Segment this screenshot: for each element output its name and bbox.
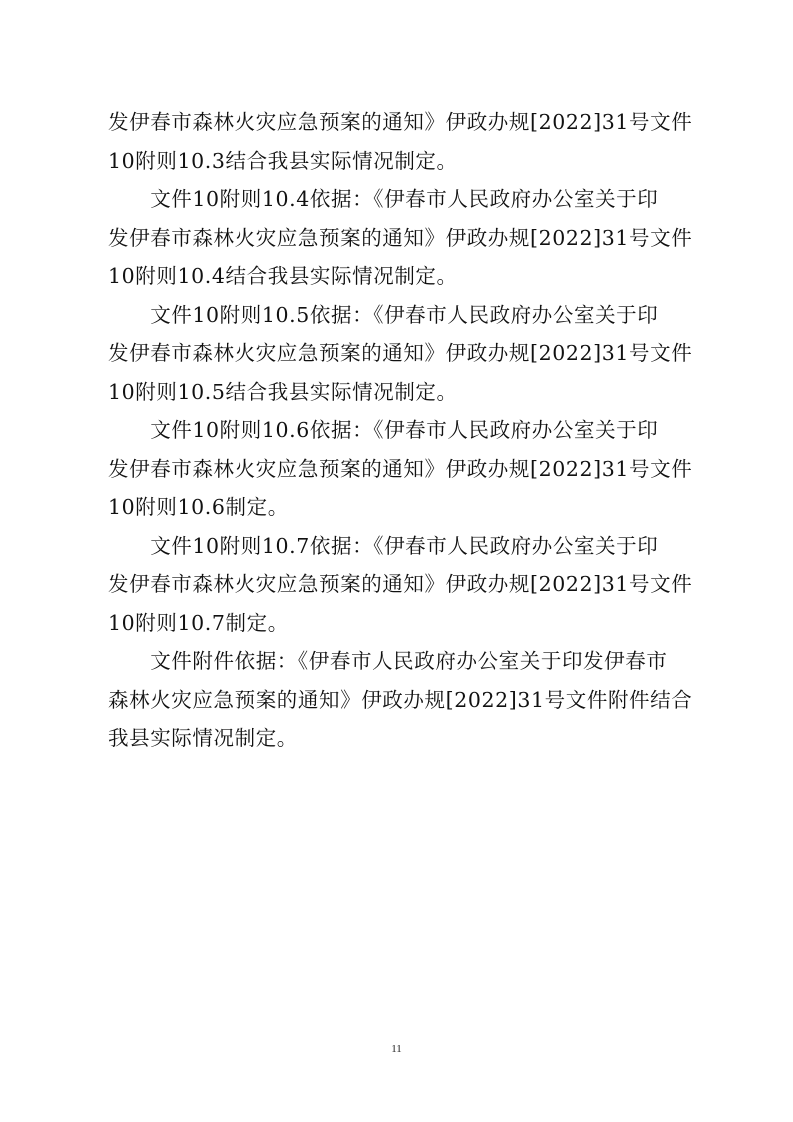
text-line: 文件10附则10.6依据：《伊春市人民政府办公室关于印 xyxy=(108,418,659,442)
text-line: 10附则10.5结合我县实际情况制定。 xyxy=(108,379,458,404)
text-line: 10附则10.4结合我县实际情况制定。 xyxy=(108,264,458,288)
text-line: 我县实际情况制定。 xyxy=(108,726,298,750)
text-line: 发伊春市森林火灾应急预案的通知》伊政办规[2022]31号文件 xyxy=(108,572,693,596)
text-line: 文件10附则10.4依据：《伊春市人民政府办公室关于印 xyxy=(108,187,659,211)
page-number: 11 xyxy=(391,1043,402,1055)
text-line: 发伊春市森林火灾应急预案的通知》伊政办规[2022]31号文件 xyxy=(108,110,693,134)
text-line: 10附则10.3结合我县实际情况制定。 xyxy=(108,148,458,173)
text-line: 文件10附则10.7依据：《伊春市人民政府办公室关于印 xyxy=(108,533,659,558)
text-line: 文件附件依据：《伊春市人民政府办公室关于印发伊春市 xyxy=(108,649,668,673)
text-line: 10附则10.7制定。 xyxy=(108,610,289,635)
body-text xyxy=(108,103,693,758)
text-line: 森林火灾应急预案的通知》伊政办规[2022]31号文件附件结合 xyxy=(108,687,693,712)
text-line: 发伊春市森林火灾应急预案的通知》伊政办规[2022]31号文件 xyxy=(108,225,693,250)
text-line: 文件10附则10.5依据：《伊春市人民政府办公室关于印 xyxy=(108,302,659,327)
text-line: 发伊春市森林火灾应急预案的通知》伊政办规[2022]31号文件 xyxy=(108,341,693,365)
text-line: 发伊春市森林火灾应急预案的通知》伊政办规[2022]31号文件 xyxy=(108,456,693,481)
text-line: 10附则10.6制定。 xyxy=(108,495,289,519)
